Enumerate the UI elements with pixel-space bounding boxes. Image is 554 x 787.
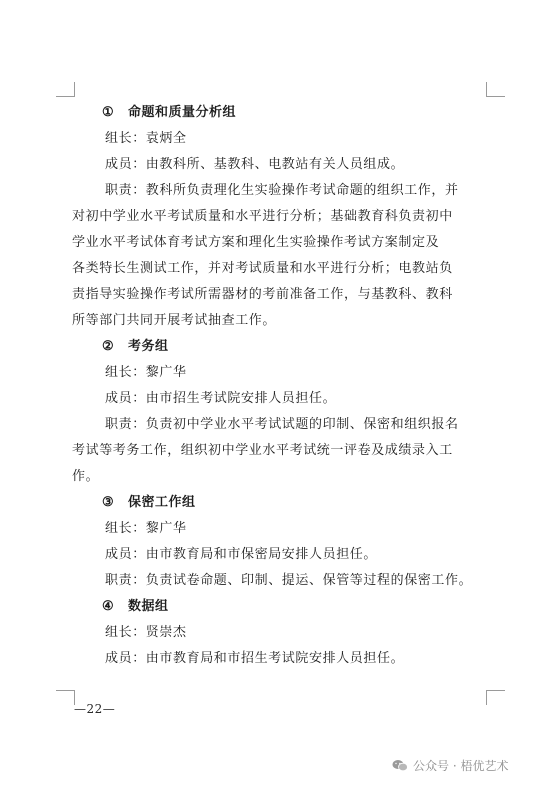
crop-mark-top-left (56, 82, 75, 97)
wechat-icon (392, 759, 408, 772)
section-duty-line: 学业水平考试体育考试方案和理化生实验操作考试方案制定及 (72, 235, 440, 250)
section-duty-line: 职责：负责初中学业水平考试试题的印制、保密和组织报名 (105, 417, 459, 432)
watermark (392, 757, 508, 774)
section-number: ① (102, 105, 115, 120)
section-duty-line: 考试等考务工作，组织初中学业水平考试统一评卷及成绩录入工 (72, 443, 453, 458)
section-members: 成员：由教科所、基教科、电教站有关人员组成。 (105, 157, 405, 172)
section-duty-line: 对初中学业水平考试质量和水平进行分析；基础教育科负责初中 (72, 209, 453, 224)
section-heading (72, 100, 492, 126)
crop-mark-bottom-left (56, 690, 75, 705)
section-members: 成员：由市招生考试院安排人员担任。 (105, 391, 337, 406)
section-number: ② (102, 339, 115, 354)
section-duty-line: 各类特长生测试工作，并对考试质量和水平进行分析；电教站负 (72, 261, 453, 276)
section-leader: 组长：袁炳全 (105, 131, 187, 146)
section-title: 数据组 (128, 599, 169, 614)
section-title: 命题和质量分析组 (128, 105, 237, 120)
section-number: ④ (102, 599, 115, 614)
section-heading (72, 594, 492, 620)
watermark-text: 公众号 · 梧优艺术 (413, 759, 509, 773)
section-heading (72, 334, 492, 360)
section-duty-line: 所等部门共同开展考试抽查工作。 (72, 313, 277, 328)
document-body (72, 100, 492, 672)
section-duty-line: 责指导实验操作考试所需器材的考前准备工作，与基教科、教科 (72, 287, 453, 302)
page-number: —22— (74, 702, 116, 716)
crop-mark-bottom-right (486, 690, 505, 705)
section-heading (72, 490, 492, 516)
section-title: 考务组 (128, 339, 169, 354)
section-duty-line: 职责：负责试卷命题、印制、提运、保管等过程的保密工作。 (105, 573, 473, 588)
section-leader: 组长：黎广华 (105, 365, 187, 380)
section-members: 成员：由市教育局和市保密局安排人员担任。 (105, 547, 378, 562)
section-leader: 组长：贤崇杰 (105, 625, 187, 640)
section-number: ③ (102, 495, 115, 510)
crop-mark-top-right (486, 82, 505, 97)
section-duty-line: 职责：教科所负责理化生实验操作考试命题的组织工作，并 (105, 183, 459, 198)
section-duty-line: 作。 (72, 469, 100, 484)
section-title: 保密工作组 (128, 495, 196, 510)
section-leader: 组长：黎广华 (105, 521, 187, 536)
section-members: 成员：由市教育局和市招生考试院安排人员担任。 (105, 651, 405, 666)
